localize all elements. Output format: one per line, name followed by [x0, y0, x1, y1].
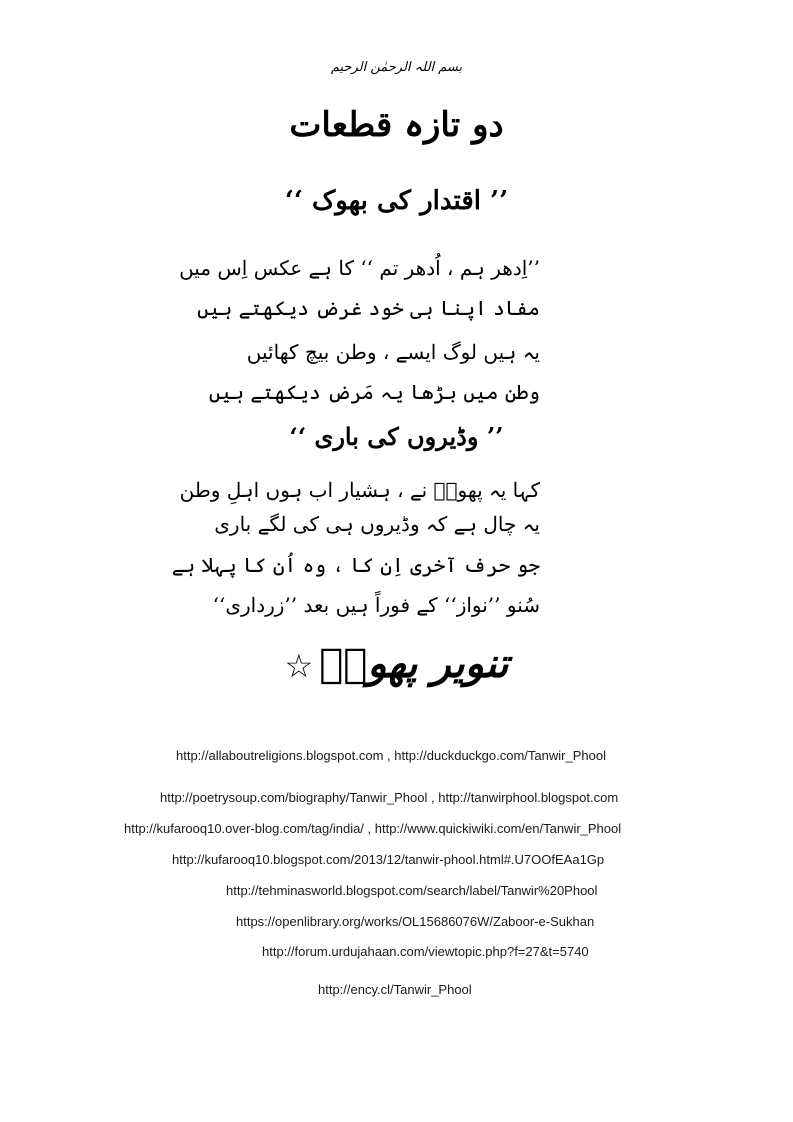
link-item[interactable]: https://openlibrary.org/works/OL15686076W/Zaboor-e-Sukhan [236, 914, 595, 929]
bismillah: بسم اللہ الرحمٰن الرحیم [330, 60, 463, 75]
author-signature [0, 640, 793, 687]
page-title: دو تازہ قطعات [289, 105, 504, 145]
link-item[interactable]: http://kufarooq10.blogspot.com/2013/12/tanwir-phool.html#.U7OOfEAa1Gp [172, 852, 605, 867]
poem1-line: ’’اِدھر ہم ، اُدھر تم ‘‘ کا ہے عکس اِس میں [179, 256, 540, 280]
poem2-line: سُنو ’’نواز‘‘ کے فوراً ہیں بعد ’’زرداری‘‘ [212, 593, 540, 617]
poem1-line: یہ ہیں لوگ ایسے ، وطن بیچ کھائیں [246, 340, 540, 364]
link-item[interactable]: http://ency.cl/Tanwir_Phool [318, 982, 472, 997]
author-name: تنویر پھولؔ [319, 640, 509, 687]
poem2-line: کہا یہ پھولؔ نے ، ہشیار اب ہوں اہلِ وطن [179, 478, 540, 502]
poem2-line: جو حرف آخری اِن کا ، وہ اُن کا پہلا ہے [171, 553, 540, 577]
link-item[interactable]: http://kufarooq10.over-blog.com/tag/india/ , http://www.quickiwiki.com/en/Tanwir_Phool [124, 821, 622, 836]
poem1-title: ’’ اقتدار کی بھوک ‘‘ [284, 186, 509, 216]
poem1-line: مفاد اپنا ہی خود غرض دیکھتے ہیں [197, 296, 540, 320]
link-item[interactable]: http://forum.urdujahaan.com/viewtopic.php?f=27&t=5740 [262, 944, 589, 959]
poem2-title: ’’ وڈیروں کی باری ‘‘ [289, 422, 504, 451]
link-item[interactable]: http://poetrysoup.com/biography/Tanwir_Phool , http://tanwirphool.blogspot.com [160, 790, 619, 805]
poem2-line: یہ چال ہے کہ وڈیروں ہی کی لگے باری [214, 512, 540, 536]
link-item[interactable]: http://tehminasworld.blogspot.com/search/label/Tanwir%20Phool [226, 883, 598, 898]
poem1-line: وطن میں بڑھا یہ مَرض دیکھتے ہیں [208, 380, 540, 404]
link-item[interactable]: http://allaboutreligions.blogspot.com , http://duckduckgo.com/Tanwir_Phool [176, 748, 606, 763]
star-icon: ☆ [284, 647, 314, 685]
